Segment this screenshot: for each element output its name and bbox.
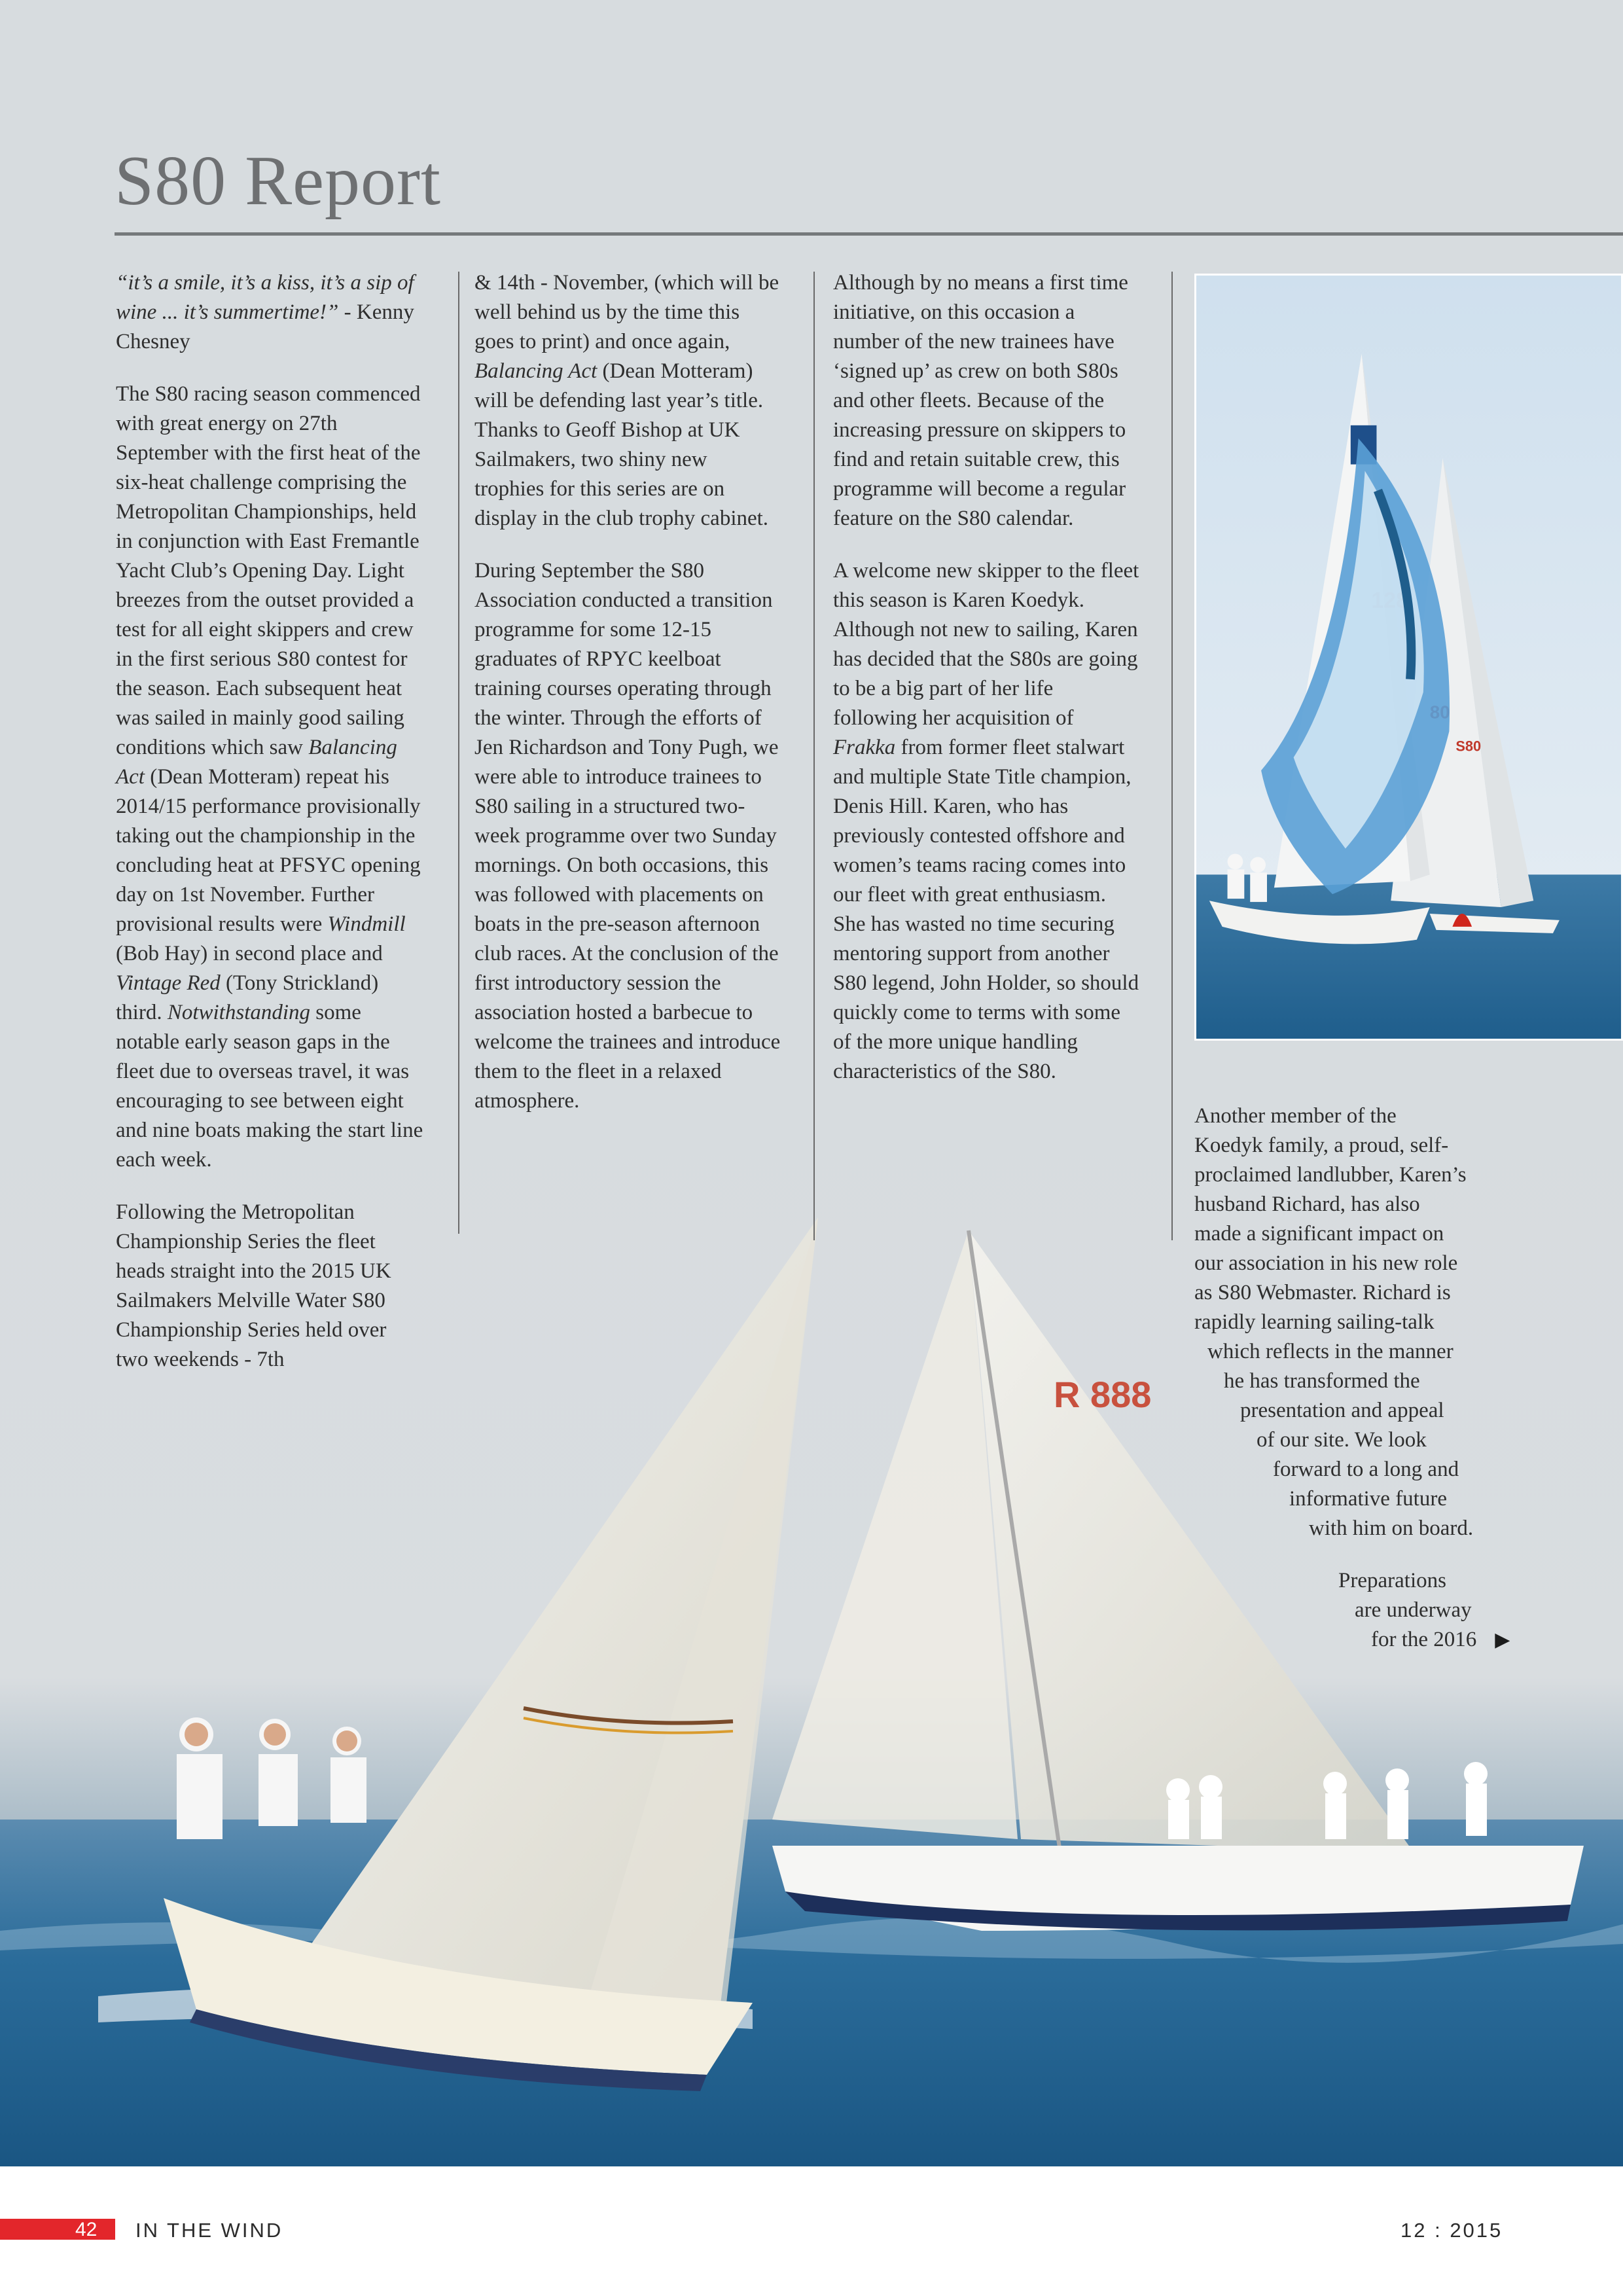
- text-line: are underway: [1355, 1598, 1472, 1622]
- opening-quote-paragraph: [116, 268, 423, 357]
- text-run: & 14th - November, (which will be well behind us by the time this goes to print) and once again,: [474, 271, 779, 353]
- text-line: informative future: [1289, 1487, 1447, 1511]
- text-run: from former fleet stalwart and multiple State Title champion, Denis Hill. Karen, who has previously contested offshore and women’s teams racing comes into our fleet with great enthusiasm. She has wasted no time securing mentoring support from another S80 legend, John Holder, so should quickly come to terms with some of the more unique handling characteristics of the S80.: [833, 736, 1139, 1083]
- quote-attribution: - Kenny Chesney: [116, 300, 414, 353]
- text-line: made a significant impact on: [1194, 1222, 1444, 1246]
- boat-name: Windmill: [327, 912, 406, 936]
- text-line: Preparations: [1338, 1569, 1446, 1592]
- text-line: Koedyk family, a proud, self-: [1194, 1134, 1449, 1157]
- text-run: for the 2016: [1371, 1628, 1477, 1651]
- title-divider: [115, 232, 1623, 236]
- paragraph: During September the S80 Association conducted a transition programme for some 12-15 graduates of RPYC keelboat training courses operating through the winter. Through the efforts of Jen Richardson and Tony Pugh, we were able to introduce trainees to S80 sailing in a structured two-week programme over two Sunday mornings. On both occasions, this was followed with placements on boats in the pre-season afternoon club races. At the conclusion of the first introductory session the association hosted a barbecue to welcome the trainees and introduce them to the fleet in a relaxed atmosphere.: [474, 559, 781, 1113]
- article-column-2: [474, 268, 782, 1139]
- paragraph: [474, 268, 782, 533]
- page-number-bar: [0, 2219, 115, 2240]
- text-line: which reflects in the manner: [1207, 1340, 1454, 1363]
- page-number: 42: [75, 2219, 98, 2240]
- text-run: (Bob Hay) in second place and: [116, 942, 383, 965]
- column-divider: [1171, 272, 1173, 1240]
- boat-name: Balancing Act: [474, 359, 597, 383]
- inset-sailing-photo: [1194, 274, 1623, 1041]
- text-run: A welcome new skipper to the fleet this season is Karen Koedyk. Although not new to sailing, Karen has decided that the S80s are going to be a big part of her life following her acquisition of: [833, 559, 1139, 730]
- continue-arrow-icon: ▶: [1495, 1629, 1510, 1651]
- text-run: some notable early season gaps in the fleet due to overseas travel, it was encouraging to see between eight and nine boats making the start line each week.: [116, 1001, 423, 1172]
- text-line: husband Richard, has also: [1194, 1193, 1420, 1216]
- text-line: presentation and appeal: [1240, 1399, 1444, 1422]
- magazine-name: IN THE WIND: [135, 2219, 283, 2242]
- boat-name: Frakka: [833, 736, 896, 759]
- text-line: he has transformed the: [1224, 1369, 1420, 1393]
- text-line: our association in his new role: [1194, 1251, 1458, 1275]
- text-run: The S80 racing season commenced with great energy on 27th September with the first heat of the six-heat challenge comprising the Metropolitan Championships, held in conjunction with East Fremantle Yacht Club’s Opening Day. Light breezes from the outset provided a test for all eight skippers and crew in the first serious S80 contest for the season. Each subsequent heat was sailed in mainly good sailing conditions which saw: [116, 382, 421, 759]
- text-line: [1371, 1625, 1535, 1655]
- main-sail-number: R 888: [1054, 1374, 1152, 1415]
- article-column-1: [116, 268, 423, 1397]
- paragraph: Although by no means a first time initiative, on this occasion a number of the new trainees have ‘signed up’ as crew on both S80s and other fleets. Because of the increasing pressure on skippers to find and retain suitable crew, this programme will become a regular feature on the S80 calendar.: [833, 271, 1128, 530]
- opening-quote: “it’s a smile, it’s a kiss, it’s a sip of wine ... it’s summertime!”: [116, 271, 414, 324]
- text-line: with him on board.: [1309, 1516, 1474, 1540]
- paragraph: [116, 380, 423, 1175]
- text-run: (Tony Strickland) third.: [116, 971, 379, 1024]
- text-line: of our site. We look: [1257, 1428, 1427, 1452]
- text-line: forward to a long and: [1273, 1458, 1459, 1481]
- text-line: proclaimed landlubber, Karen’s: [1194, 1163, 1467, 1187]
- page-title: S80 Report: [115, 142, 442, 220]
- emphasis: Notwithstanding: [167, 1001, 311, 1024]
- column-divider: [458, 272, 459, 1234]
- issue-date: 12 : 2015: [1400, 2219, 1503, 2242]
- paragraph: [833, 556, 1141, 1086]
- boat-name: Vintage Red: [116, 971, 221, 995]
- article-column-4: [1194, 1102, 1535, 1655]
- boat-name: Balancing Act: [116, 736, 397, 789]
- text-line: as S80 Webmaster. Richard is: [1194, 1281, 1451, 1304]
- text-line: rapidly learning sailing-talk: [1194, 1310, 1435, 1334]
- inset-sail-number-3: S80: [1455, 738, 1482, 755]
- paragraph: Following the Metropolitan Championship Series the fleet heads straight into the 2015 UK Sailmakers Melville Water S80 Championship Series held over two weekends - 7th: [116, 1200, 391, 1371]
- article-column-3: [833, 268, 1141, 1109]
- text-line: Another member of the: [1194, 1104, 1397, 1128]
- column-divider: [813, 272, 815, 1240]
- text-run: (Dean Motteram) repeat his 2014/15 performance provisionally taking out the championship in the concluding heat at PFSYC opening day on 1st November. Further provisional results were: [116, 765, 421, 936]
- text-run: (Dean Motteram) will be defending last year’s title. Thanks to Geoff Bishop at UK Sailmakers, two shiny new trophies for this series are on display in the club trophy cabinet.: [474, 359, 769, 530]
